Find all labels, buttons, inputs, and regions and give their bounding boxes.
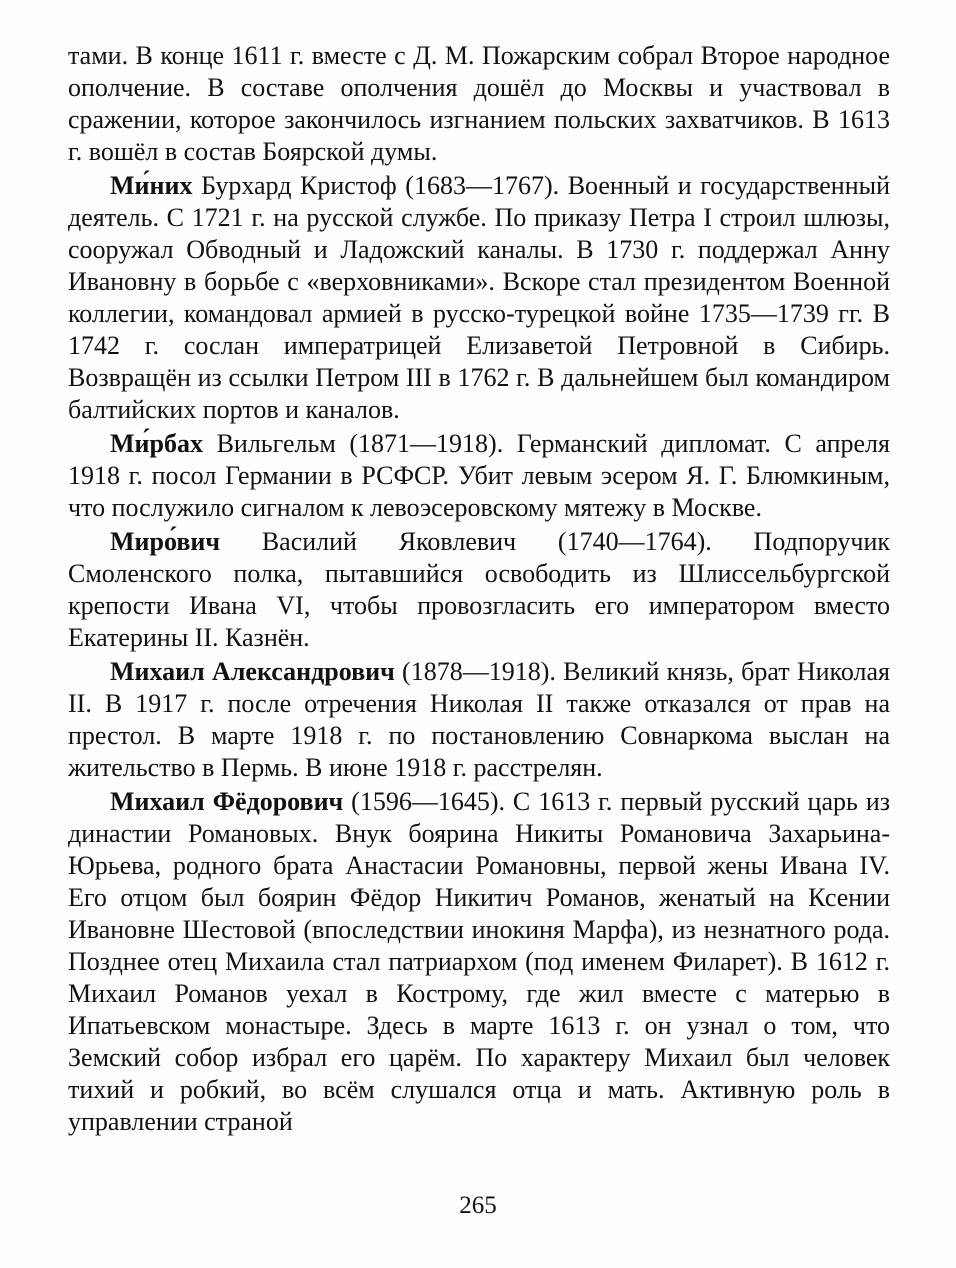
paragraph-text: тами. В конце 1611 г. вместе с Д. М. Пожарским собрал Второе народное ополчение. В составе ополчения дошёл до Москвы и участвовал в сражении, которое закончилось изгнанием польских захватчиков. В 1613 г. вошёл в состав Боярской думы. <box>68 41 890 166</box>
entry-headword: Ми́рбах <box>110 429 203 458</box>
entry-mirovich <box>68 526 890 654</box>
entry-headword: Михаил Александрович <box>110 657 395 686</box>
paragraph-text: Вильгельм (1871—1918). Германский дипломат. С апреля 1918 г. посол Германии в РСФСР. Убит левым эсером Я. Г. Блюмкиным, что послужило сигналом к левоэсеровскому мятежу в Москве. <box>68 429 890 522</box>
entry-mikhail-fyodorovich <box>68 786 890 1138</box>
paragraph-continuation <box>68 40 890 168</box>
paragraph-text: (1878—1918). Великий князь, брат Николая II. В 1917 г. после отречения Николая II также отказался от прав на престол. В марте 1918 г. по постановлению Совнаркома выслан на жительство в Пермь. В июне 1918 г. расстрелян. <box>68 657 890 782</box>
entry-headword: Миро́вич <box>110 527 221 556</box>
entry-headword: Михаил Фёдорович <box>110 787 344 816</box>
entry-minikh <box>68 170 890 426</box>
page-number: 265 <box>459 1192 497 1219</box>
text-block <box>68 40 890 1138</box>
paragraph-text: Василий Яковлевич (1740—1764). Подпоручик Смоленского полка, пытавшийся освободить из Шлиссельбургской крепости Ивана VI, чтобы провозгласить его императором вместо Екатерины II. Казнён. <box>68 527 890 652</box>
entry-mikhail-aleksandrovich <box>68 656 890 784</box>
paragraph-text: (1596—1645). С 1613 г. первый русский царь из династии Романовых. Внук боярина Никиты Романовича Захарьина-Юрьева, родного брата Анастасии Романовны, первой жены Ивана IV. Его отцом был боярин Фёдор Никитич Романов, женатый на Ксении Ивановне Шестовой (впоследствии инокиня Марфа), из незнатного рода. Позднее отец Михаила стал патриархом (под именем Филарет). В 1612 г. Михаил Романов уехал в Кострому, где жил вместе с матерью в Ипатьевском монастыре. Здесь в марте 1613 г. он узнал о том, что Земский собор избрал его царём. По характеру Михаил был человек тихий и робкий, во всём слушался отца и мать. Активную роль в управлении страной <box>68 787 890 1136</box>
entry-mirbakh <box>68 428 890 524</box>
entry-headword: Ми́них <box>110 171 193 200</box>
paragraph-text: Бурхард Кристоф (1683—1767). Военный и государственный деятель. С 1721 г. на русской службе. По приказу Петра I строил шлюзы, сооружал Обводный и Ладожский каналы. В 1730 г. поддержал Анну Ивановну в борьбе с «верховниками». Вскоре стал президентом Военной коллегии, командовал армией в русско-турецкой войне 1735—1739 гг. В 1742 г. сослан императрицей Елизаветой Петровной в Сибирь. Возвращён из ссылки Петром III в 1762 г. В дальнейшем был командиром балтийских портов и каналов. <box>68 171 890 424</box>
